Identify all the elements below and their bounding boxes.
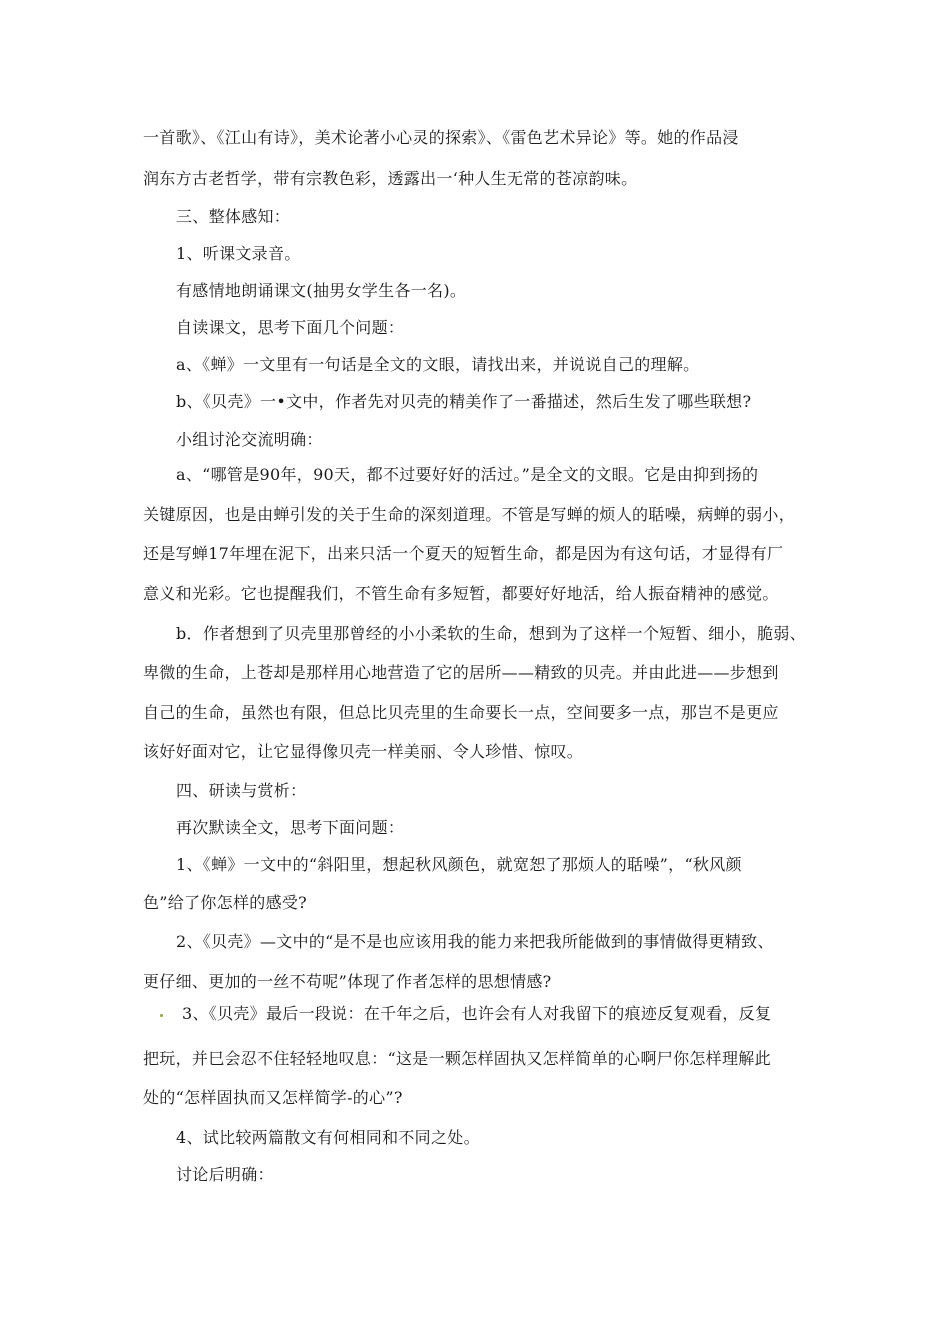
text-line: 该好好面对它，让它显得像贝壳一样美丽、令人珍惜、惊叹。	[143, 742, 584, 761]
text-line: 再次默读全文，思考下面问题：	[176, 818, 405, 837]
text-line: 一首歌》、《江山有诗》，美术论著小心灵的探索》、《雷色艺术异论》等。她的作品浸	[143, 128, 739, 147]
text-line: 卑微的生命，上苍却是那样用心地营造了它的居所——精致的贝壳。并由此进——步想到	[143, 663, 779, 682]
text-line: 润东方古老哲学，带有宗教色彩，透露出一‘种人生无常的苍凉韵味。	[143, 169, 638, 188]
question-line: b、《贝壳》一•文中，作者先对贝壳的精美作了一番描述，然后生发了哪些联想?	[176, 392, 752, 411]
text-line: 小组讨沦交流明确：	[176, 430, 323, 449]
text-line: 色”给了你怎样的感受?	[143, 893, 308, 912]
text-line: 自读课文，思考下面几个问题：	[176, 318, 405, 337]
text-line: 关键原因，也是由蝉引发的关于生命的深刻道理。不管是写蝉的烦人的聒噪，病蝉的弱小，	[143, 505, 796, 524]
text-line: 1、听课文录音。	[176, 244, 301, 263]
section-heading: 三、整体感知：	[176, 207, 291, 226]
question-line: 4、试比较两篇散文有何相同和不同之处。	[176, 1128, 480, 1147]
text-line: 讨论后明确：	[176, 1165, 274, 1184]
question-line: 3、《贝壳》最后一段说：在千年之后，也许会有人对我留下的痕迹反复观看，反复	[182, 1004, 772, 1023]
text-line: 有感情地朗诵课文(抽男女学生各一名)。	[176, 281, 467, 300]
text-line: 更仔细、更加的一丝不苟呢”体现了作者怎样的思想情感?	[143, 972, 552, 991]
question-line: a、《蝉》一文里有一句话是全文的文眼，请找出来，并说说自己的理解。	[176, 355, 700, 374]
text-line: 把玩，并巳会忍不住轻轻地叹息：“这是一颗怎样固执又怎样简单的心啊尸你怎样理解此	[143, 1049, 771, 1068]
stray-mark	[160, 1014, 163, 1017]
section-heading: 四、研读与赏析：	[176, 781, 307, 800]
answer-line: b．作者想到了贝壳里那曾经的小小柔软的生命，想到为了这样一个短暂、细小，脆弱、	[176, 624, 806, 643]
text-line: 还是写蝉17年埋在泥下，出来只活一个夏天的短暂生命，都是因为有这句话，才显得有厂	[143, 544, 784, 563]
text-line: 意义和光彩。它也提醒我们，不管生命有多短暂，都要好好地活，给人振奋精神的感觉。	[143, 584, 779, 603]
text-line: 自己的生命，虽然也有限，但总比贝壳里的生命要长一点，空间要多一点，那岂不是更应	[143, 703, 779, 722]
text-line: 处的“怎样固执而又怎样简学-的心”?	[143, 1088, 403, 1107]
question-line: 2、《贝壳》—文中的“是不是也应该用我的能力来把我所能做到的事情做得更精致、	[176, 932, 774, 951]
answer-line: a、“哪管是90年，90天，都不过要好好的活过。”是全文的文眼。它是由抑到扬的	[176, 465, 759, 484]
question-line: 1、《蝉》一文中的“斜阳里，想起秋风颜色，就宽恕了那烦人的聒噪”，“秋风颜	[176, 855, 742, 874]
